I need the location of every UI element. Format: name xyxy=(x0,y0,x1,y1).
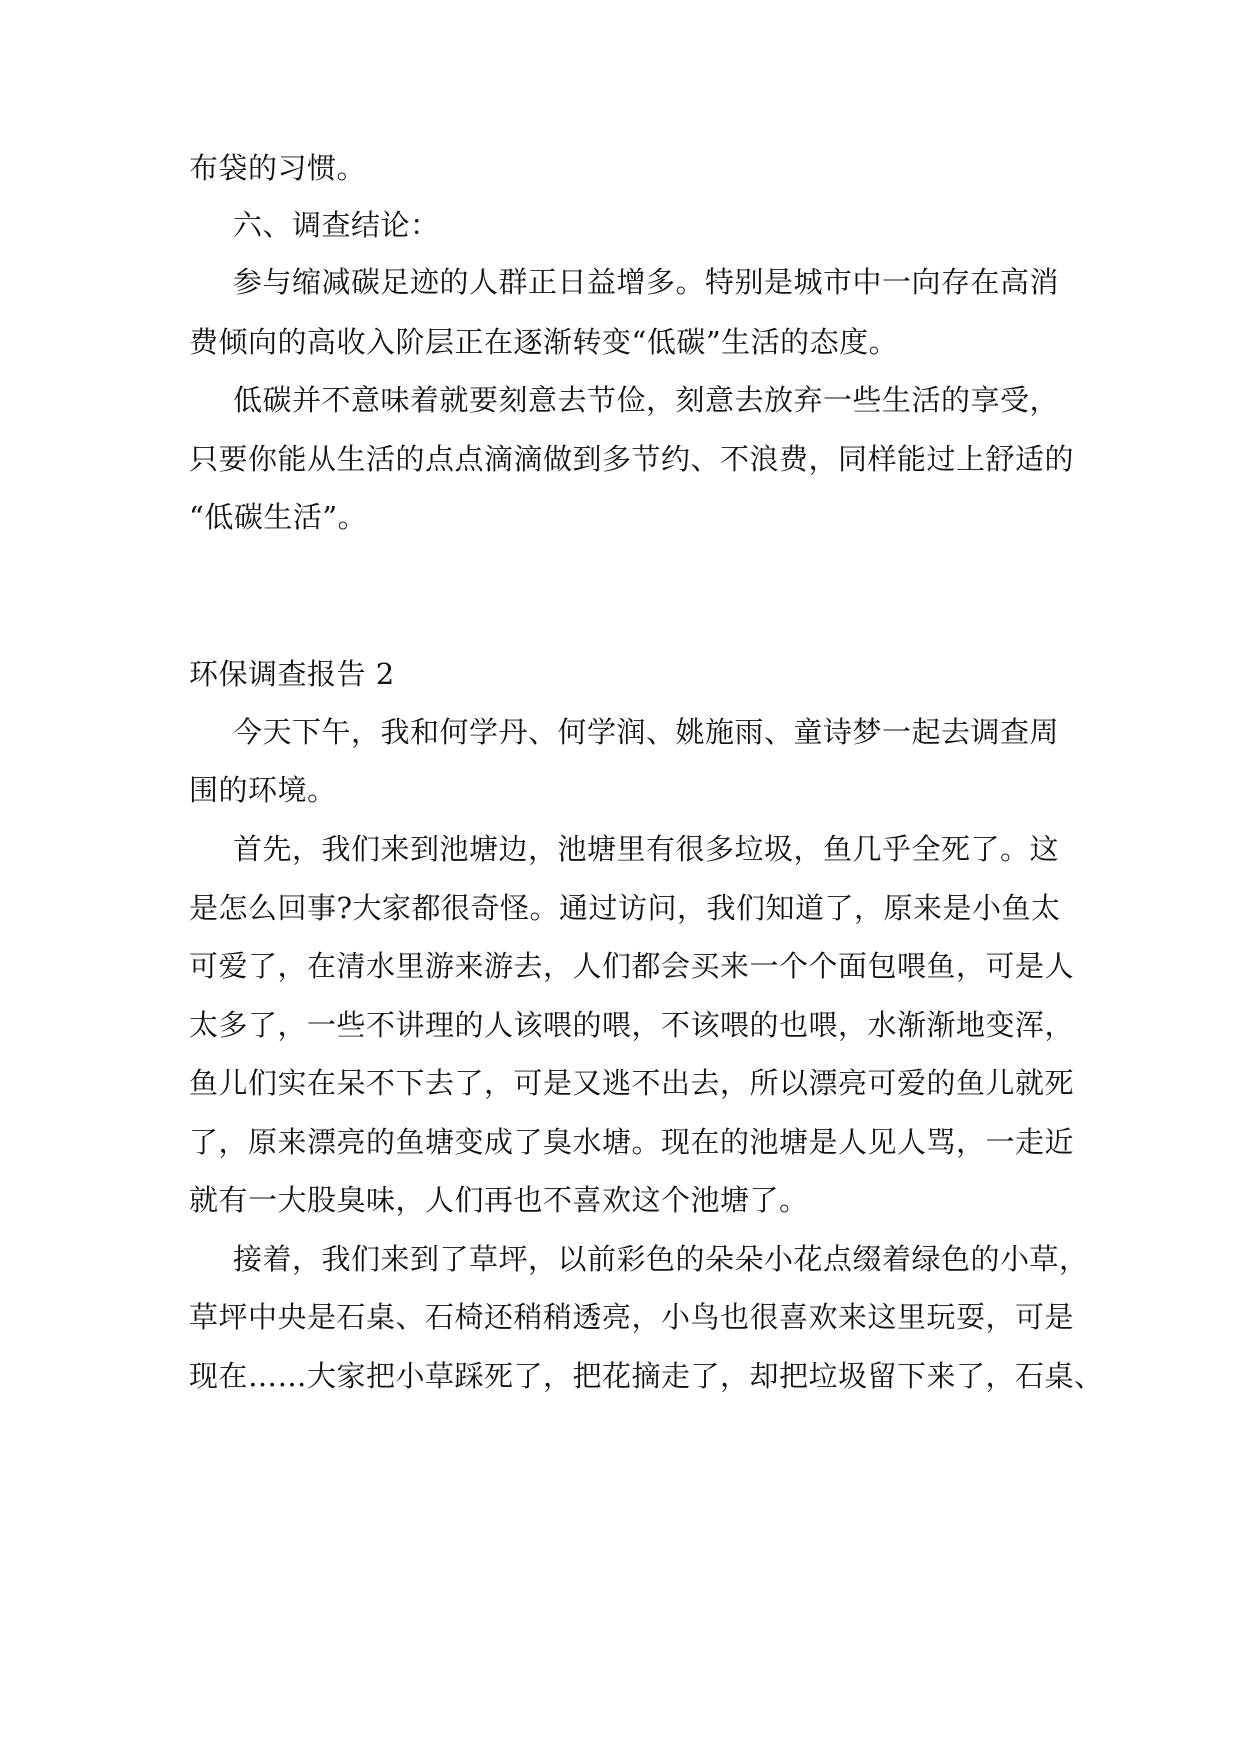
paragraph-line: 首先，我们来到池塘边，池塘里有很多垃圾，鱼几乎全死了。这 xyxy=(233,832,1060,866)
paragraph-line: 接着，我们来到了草坪，以前彩色的朵朵小花点缀着绿色的小草， xyxy=(233,1242,1089,1276)
paragraph-line: 围的环境。 xyxy=(189,773,337,807)
paragraph-line: 鱼儿们实在呆不下去了，可是又逃不出去，所以漂亮可爱的鱼儿就死 xyxy=(189,1066,1075,1100)
paragraph-line: 草坪中央是石桌、石椅还稍稍透亮，小鸟也很喜欢来这里玩耍，可是 xyxy=(189,1300,1075,1334)
paragraph-line: 费倾向的高收入阶层正在逐渐转变“低碳”生活的态度。 xyxy=(189,325,899,359)
paragraph-line: “低碳生活”。 xyxy=(189,500,368,534)
paragraph-line: 可爱了，在清水里游来游去，人们都会买来一个个面包喂鱼，可是人 xyxy=(189,949,1075,983)
text-line: 布袋的习惯。 xyxy=(189,151,367,185)
paragraph-line: 低碳并不意味着就要刻意去节俭，刻意去放弃一些生活的享受， xyxy=(233,383,1060,417)
paragraph-line: 就有一大股臭味，人们再也不喜欢这个池塘了。 xyxy=(189,1183,809,1217)
report-title: 环保调查报告 2 xyxy=(189,657,395,691)
paragraph-line: 参与缩减碳足迹的人群正日益增多。特别是城市中一向存在高消 xyxy=(233,265,1060,299)
paragraph-line: 今天下午，我和何学丹、何学润、姚施雨、童诗梦一起去调查周 xyxy=(233,715,1060,749)
paragraph-line: 是怎么回事?大家都很奇怪。通过访问，我们知道了，原来是小鱼太 xyxy=(189,891,1061,925)
paragraph-line: 太多了，一些不讲理的人该喂的喂，不该喂的也喂，水渐渐地变浑， xyxy=(189,1008,1075,1042)
paragraph-line: 现在……大家把小草踩死了，把花摘走了，却把垃圾留下来了，石桌、 xyxy=(189,1359,1104,1393)
section-heading: 六、调查结论： xyxy=(233,208,440,242)
paragraph-line: 了，原来漂亮的鱼塘变成了臭水塘。现在的池塘是人见人骂，一走近 xyxy=(189,1125,1075,1159)
paragraph-line: 只要你能从生活的点点滴滴做到多节约、不浪费，同样能过上舒适的 xyxy=(189,442,1075,476)
